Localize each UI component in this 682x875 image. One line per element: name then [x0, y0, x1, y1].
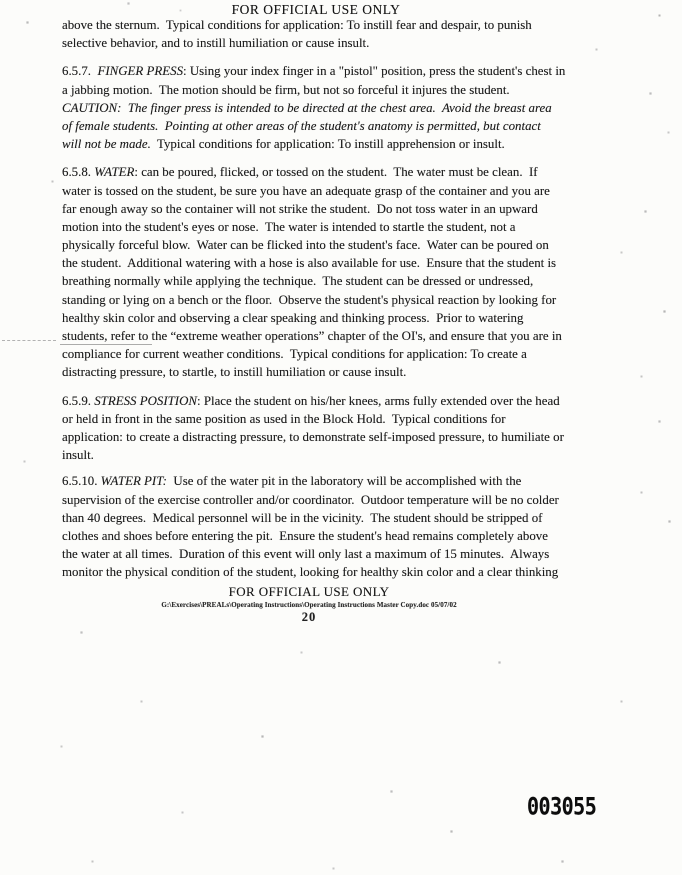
text-line [62, 272, 602, 290]
text-line [62, 527, 602, 545]
paragraph [62, 62, 602, 153]
text-line [62, 545, 602, 563]
text-line [62, 392, 602, 410]
text-segment: supervision of the exercise controller and/or coordinator. Outdoor temperature will be no colder [62, 492, 559, 507]
text-line [62, 218, 602, 236]
text-segment: Typical conditions for application: To instill apprehension or insult. [150, 137, 505, 152]
footer-file-path: G:\Exercises\PREALs\Operating Instructions\Operating Instructions Master Copy.doc 05/07/02 [161, 601, 457, 609]
text-segment: : can be poured, flicked, or tossed on the student. The water must be clean. If [134, 165, 538, 180]
bates-stamp-number: 003055 [527, 792, 597, 821]
text-segment: healthy skin color and observing a clear speaking and thinking process. Prior to watering [62, 310, 524, 325]
text-line [62, 62, 602, 80]
text-segment: will not be made. [62, 137, 151, 152]
paragraph [62, 163, 602, 381]
scan-noise-specks [0, 0, 1, 1]
text-line [62, 254, 602, 272]
text-segment: compliance for current weather conditions. Typical conditions for application: To create a [62, 347, 527, 362]
text-line [62, 327, 602, 345]
text-segment: 6.5.10. [62, 474, 101, 489]
text-segment: clothes and shoes before entering the pit. Ensure the student's head remains completely above [62, 528, 548, 543]
paragraph [62, 392, 602, 465]
text-segment: insult. [62, 448, 94, 463]
text-segment: breathing normally while applying the technique. The student can be dressed or undressed, [62, 274, 534, 289]
text-segment: the water at all times. Duration of this event will only last a maximum of 15 minutes. Always [62, 547, 550, 562]
text-segment: physically forceful blow. Water can be flicked into the student's face. Water can be poured on [62, 238, 549, 253]
text-segment: application: to create a distracting pressure, to demonstrate self-imposed pressure, to humiliate or [62, 429, 564, 444]
text-line [62, 81, 602, 99]
text-line [62, 34, 602, 52]
text-segment: or held in front in the same position as used in the Block Hold. Typical conditions for [62, 411, 506, 426]
text-segment: distracting pressure, to startle, to instill humiliation or cause insult. [62, 365, 407, 380]
text-segment: than 40 degrees. Medical personnel will be in the vicinity. The student should be stripped of [62, 510, 543, 525]
text-line [62, 345, 602, 363]
text-segment: WATER PIT: [100, 474, 167, 489]
text-line [62, 309, 602, 327]
text-line [62, 16, 602, 34]
text-line [62, 491, 602, 509]
text-segment: CAUTION: The finger press is intended to be directed at the chest area. Avoid the breast area [62, 100, 552, 115]
text-line [62, 99, 602, 117]
text-line [62, 182, 602, 200]
page-footer [0, 584, 618, 625]
text-segment: : Using your index finger in a "pistol" position, press the student's chest in [183, 64, 566, 79]
text-line [62, 200, 602, 218]
page-number: 20 [301, 610, 317, 624]
text-line [62, 117, 602, 135]
text-line [62, 472, 602, 490]
text-line [62, 291, 602, 309]
text-line [62, 446, 602, 464]
text-segment: motion into the student's eyes or nose. The water is intended to startle the student, not a [62, 219, 516, 234]
header-classification-banner: FOR OFFICIAL USE ONLY [231, 2, 401, 17]
text-line [62, 410, 602, 428]
text-segment: of female students. Pointing at other areas of the student's anatomy is permitted, but contact [62, 118, 541, 133]
text-segment: standing or lying on a bench or the floor. Observe the student's physical reaction by looking for [62, 292, 557, 307]
text-line [62, 563, 602, 581]
text-line [62, 363, 602, 381]
text-line [62, 135, 602, 153]
text-segment: far enough away so the container will not strike the student. Do not toss water in an upward [62, 201, 538, 216]
text-segment: above the sternum. Typical conditions for application: To instill fear and despair, to punish [62, 18, 532, 32]
footer-classification-banner: FOR OFFICIAL USE ONLY [228, 584, 390, 599]
scan-artifact-overline [60, 344, 152, 345]
text-segment: 6.5.7. [62, 64, 98, 79]
document-body [62, 16, 602, 581]
paragraph [62, 16, 602, 52]
text-segment: the student. Additional watering with a hose is also available for use. Ensure that the student is [62, 256, 557, 271]
text-segment: 6.5.8. [62, 165, 95, 180]
text-segment: FINGER PRESS [97, 64, 184, 79]
text-segment: STRESS POSITION [94, 393, 198, 408]
text-segment: water is tossed on the student, be sure you have an adequate grasp of the container and you are [62, 183, 550, 198]
paragraph [62, 472, 602, 581]
text-segment: monitor the physical condition of the student, looking for healthy skin color and a clear thinking [62, 565, 559, 580]
text-segment: 6.5.9. [62, 393, 95, 408]
text-segment: students, refer to the “extreme weather operations” chapter of the OI's, and ensure that you are in [62, 329, 562, 343]
text-segment: Use of the water pit in the laboratory will be accomplished with the [166, 474, 522, 489]
text-segment: selective behavior, and to instill humiliation or cause insult. [62, 36, 370, 51]
text-line [62, 428, 602, 446]
text-segment: WATER [94, 165, 135, 180]
text-line [62, 163, 602, 181]
text-line [62, 509, 602, 527]
text-line [62, 236, 602, 254]
text-segment: : Place the student on his/her knees, arms fully extended over the head [197, 393, 560, 408]
scan-artifact-dashed-line [2, 340, 56, 341]
text-segment: a jabbing motion. The motion should be firm, but not so forceful it injures the student. [62, 82, 510, 97]
